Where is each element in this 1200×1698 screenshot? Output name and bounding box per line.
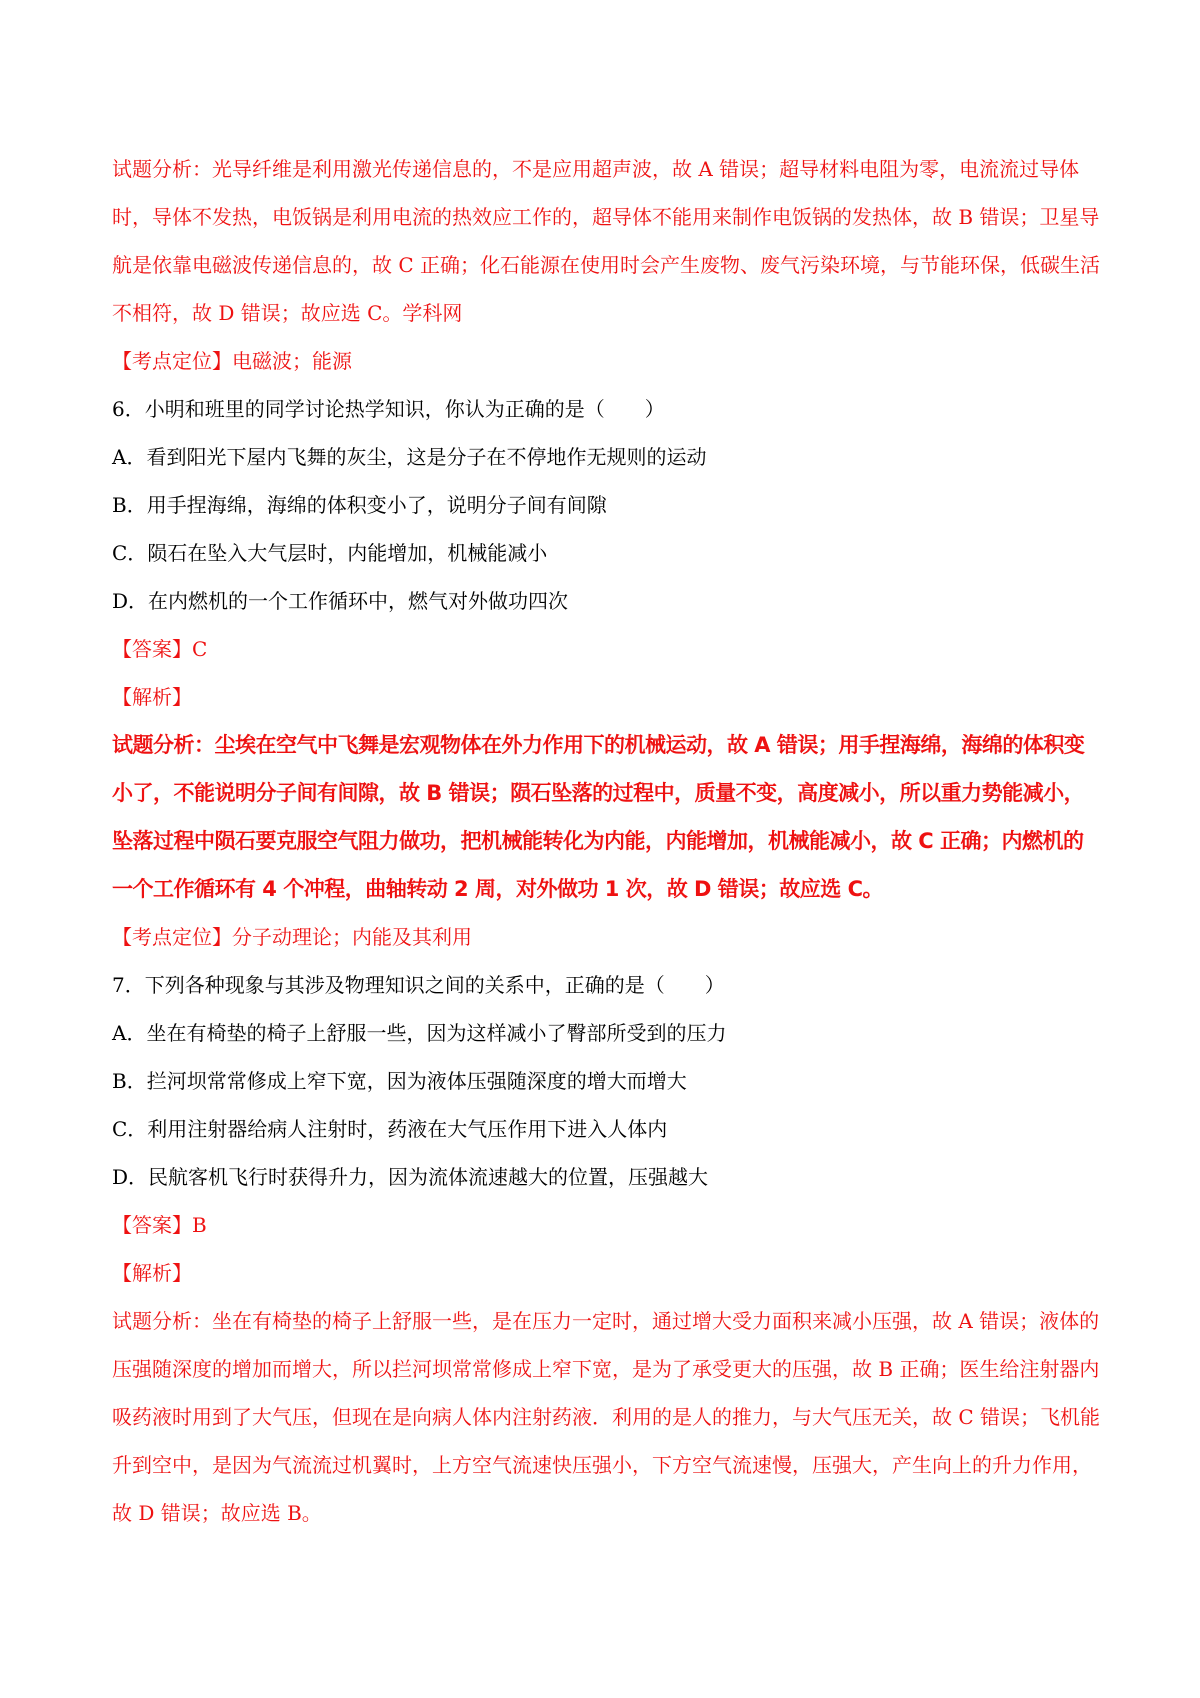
- q6-option-b: B．用手捏海绵，海绵的体积变小了，说明分子间有间隙: [112, 493, 607, 517]
- q7-explain-label: 【解析】: [112, 1261, 192, 1285]
- q6-option-c: C．陨石在坠入大气层时，内能增加，机械能减小: [112, 541, 548, 565]
- q5-analysis: 试题分析：光导纤维是利用激光传递信息的，不是应用超声波，故 A 错误；超导材料电阻为零，电流流过导体时，导体不发热，电饭锅是利用电流的热效应工作的，超导体不能用来制作电饭锅的发热体，故 B 错误；卫星导航是依靠电磁波传递信息的，故 C 正确；化石能源在使用时会产生废物、废气污染环境，与节能环保，低碳生活不相符，故 D 错误；故应选 C。学科网: [112, 157, 1101, 325]
- q7-option-d: D．民航客机飞行时获得升力，因为流体流速越大的位置，压强越大: [112, 1165, 709, 1189]
- q7-analysis: 试题分析：坐在有椅垫的椅子上舒服一些，是在压力一定时，通过增大受力面积来减小压强，故 A 错误；液体的压强随深度的增加而增大，所以拦河坝常常修成上窄下宽，是为了承受更大的压强，故 B 正确；医生给注射器内吸药液时用到了大气压，但现在是向病人体内注射药液．利用的是人的推力，与大气压无关，故 C 错误；飞机能升到空中，是因为气流流过机翼时，上方空气流速快压强小，下方空气流速慢，压强大，产生向上的升力作用，故 D 错误；故应选 B。: [112, 1309, 1101, 1525]
- q6-question: 6．小明和班里的同学讨论热学知识，你认为正确的是（ ）: [112, 397, 665, 421]
- q6-option-d: D．在内燃机的一个工作循环中，燃气对外做功四次: [112, 589, 569, 613]
- q6-kp-value: 分子动理论；内能及其利用: [232, 925, 472, 949]
- q6-analysis: 试题分析：尘埃在空气中飞舞是宏观物体在外力作用下的机械运动，故 A 错误；用手捏海绵，海绵的体积变小了，不能说明分子间有间隙，故 B 错误；陨石坠落的过程中，质量不变，高度减小，所以重力势能减小，坠落过程中陨石要克服空气阻力做功，把机械能转化为内能，内能增加，机械能减小，故 C 正确；内燃机的一个工作循环有 4 个冲程，曲轴转动 2 周，对外做功 1 次，故 D 错误；故应选 C。: [112, 733, 1085, 901]
- q6-kp-label: 【考点定位】: [112, 925, 232, 949]
- q6-explain-label: 【解析】: [112, 685, 192, 709]
- q7-option-c: C．利用注射器给病人注射时，药液在大气压作用下进入人体内: [112, 1117, 668, 1141]
- q6-answer-label: 【答案】: [112, 637, 192, 661]
- q5-kp-label: 【考点定位】: [112, 349, 232, 373]
- q6-answer-value: C: [192, 637, 208, 661]
- q7-answer-label: 【答案】: [112, 1213, 192, 1237]
- q7-answer: [112, 1201, 1102, 1249]
- q7-question: 7．下列各种现象与其涉及物理知识之间的关系中，正确的是（ ）: [112, 973, 725, 997]
- q7-option-b: B．拦河坝常常修成上窄下宽，因为液体压强随深度的增大而增大: [112, 1069, 687, 1093]
- document-content: [112, 145, 1102, 1537]
- q6-option-a: A．看到阳光下屋内飞舞的灰尘，这是分子在不停地作无规则的运动: [112, 445, 707, 469]
- q6-knowledge-point: [112, 913, 1102, 961]
- q5-knowledge-point: [112, 337, 1102, 385]
- q7-option-a: A．坐在有椅垫的椅子上舒服一些，因为这样减小了臀部所受到的压力: [112, 1021, 727, 1045]
- q6-answer: [112, 625, 1102, 673]
- q5-kp-value: 电磁波；能源: [232, 349, 352, 373]
- q7-answer-value: B: [192, 1213, 207, 1237]
